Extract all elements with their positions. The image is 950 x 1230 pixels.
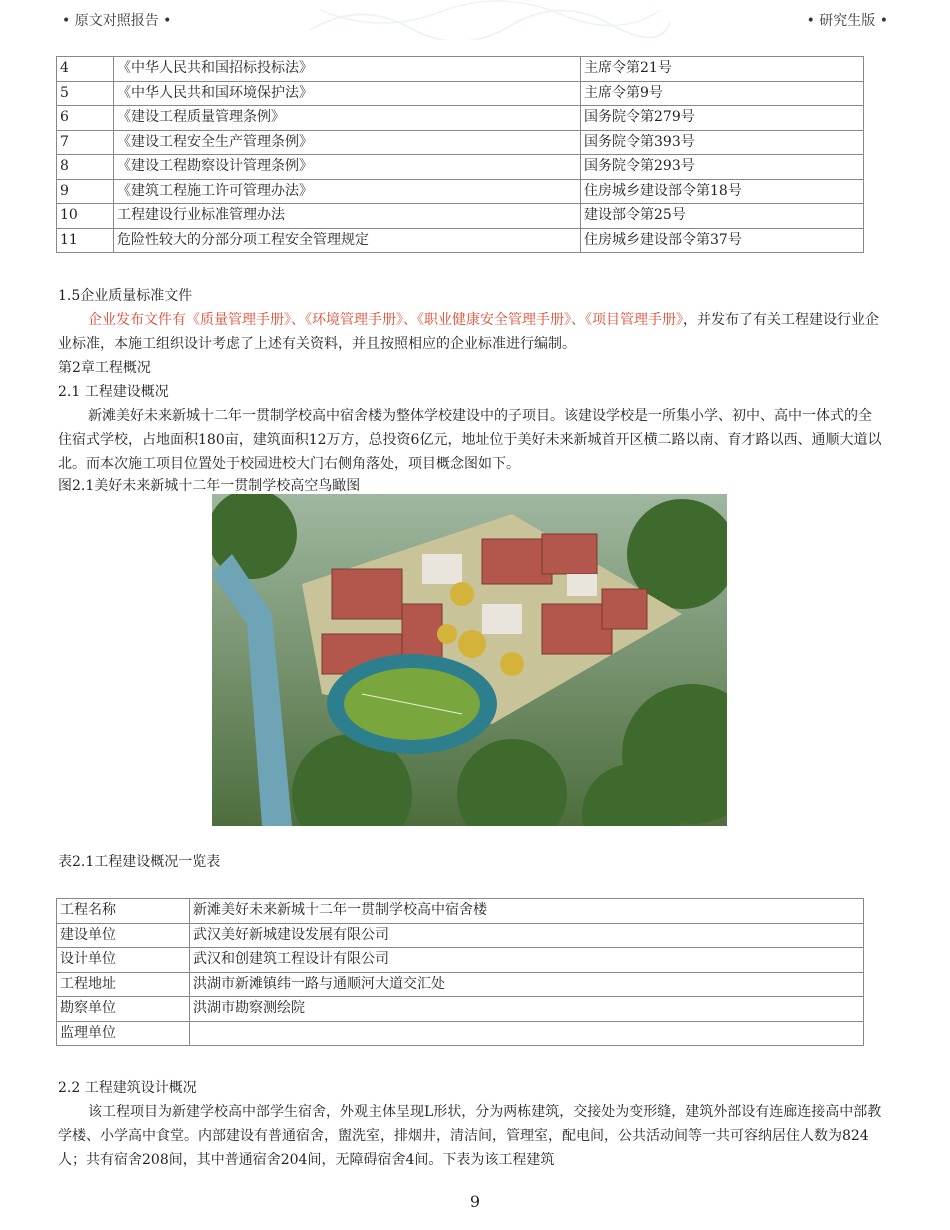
project-info-table — [56, 898, 864, 1046]
header-left: • 原文对照报告 • — [62, 13, 172, 29]
regulations-table — [56, 56, 864, 253]
section-1-5-heading: 1.5企业质量标准文件 — [58, 288, 193, 304]
highlighted-text: 企业发布文件有《质量管理手册》、《环境管理手册》、《职业健康安全管理手册》、《项目管理手册》 — [88, 312, 683, 328]
page-number: 9 — [469, 1192, 481, 1211]
table-row: 5 《中华人民共和国环境保护法》 主席令第9号 — [57, 81, 864, 106]
campus-aerial-image — [212, 494, 727, 826]
table-row: 8 《建设工程勘察设计管理条例》 国务院令第293号 — [57, 155, 864, 180]
table-row: 工程地址 洪湖市新滩镇纬一路与通顺河大道交汇处 — [57, 972, 864, 997]
table-row: 建设单位 武汉美好新城建设发展有限公司 — [57, 923, 864, 948]
section-2-2-heading: 2.2 工程建筑设计概况 — [58, 1080, 197, 1096]
table-row: 4 《中华人民共和国招标投标法》 主席令第21号 — [57, 57, 864, 82]
section-2-2-body: 该工程项目为新建学校高中部学生宿舍，外观主体呈现L形状，分为两栋建筑，交接处为变形缝，建筑外部设有连廊连接高中部教学楼、小学高中食堂。内部建设有普通宿舍，盥洗室，排烟井，清洁间，管理室，配电间，公共活动间等一共可容纳居住人数为824人；共有宿舍208间，其中普通宿舍204间，无障碍宿舍4间。下表为该工程建筑 — [58, 1104, 882, 1168]
section-2-1-heading: 2.1 工程建设概况 — [58, 384, 169, 400]
header-ornament — [300, 0, 680, 40]
chapter-2-heading: 第2章工程概况 — [58, 360, 151, 376]
table-row: 监理单位 — [57, 1021, 864, 1046]
table-row: 勘察单位 洪湖市勘察测绘院 — [57, 997, 864, 1022]
table-row: 11 危险性较大的分部分项工程安全管理规定 住房城乡建设部令第37号 — [57, 228, 864, 253]
table-caption: 表2.1工程建设概况一览表 — [58, 854, 221, 870]
table-row: 设计单位 武汉和创建筑工程设计有限公司 — [57, 948, 864, 973]
table-row: 6 《建设工程质量管理条例》 国务院令第279号 — [57, 106, 864, 131]
figure-caption: 图2.1美好未来新城十二年一贯制学校高空鸟瞰图 — [58, 478, 361, 494]
table-row: 工程名称 新滩美好未来新城十二年一贯制学校高中宿舍楼 — [57, 899, 864, 924]
table-row: 7 《建设工程安全生产管理条例》 国务院令第393号 — [57, 130, 864, 155]
body-text: ，并发布了有关工程建设行业企业标准，本施工组织设计考虑了上述有关资料，并且按照相应的企业标准进行编制。 — [58, 312, 879, 352]
table-row: 10 工程建设行业标准管理办法 建设部令第25号 — [57, 204, 864, 229]
section-1-5-body — [58, 308, 884, 356]
table-row: 9 《建筑工程施工许可管理办法》 住房城乡建设部令第18号 — [57, 179, 864, 204]
section-2-1-body: 新滩美好未来新城十二年一贯制学校高中宿舍楼为整体学校建设中的子项目。该建设学校是一所集小学、初中、高中一体式的全住宿式学校，占地面积180亩，建筑面积12万方，总投资6亿元，地址位于美好未来新城首开区横二路以南、育才路以西、通顺大道以北。而本次施工项目位置处于校园进校大门右侧角落处，项目概念图如下。 — [58, 408, 882, 472]
header-right: • 研究生版 • — [806, 13, 888, 29]
